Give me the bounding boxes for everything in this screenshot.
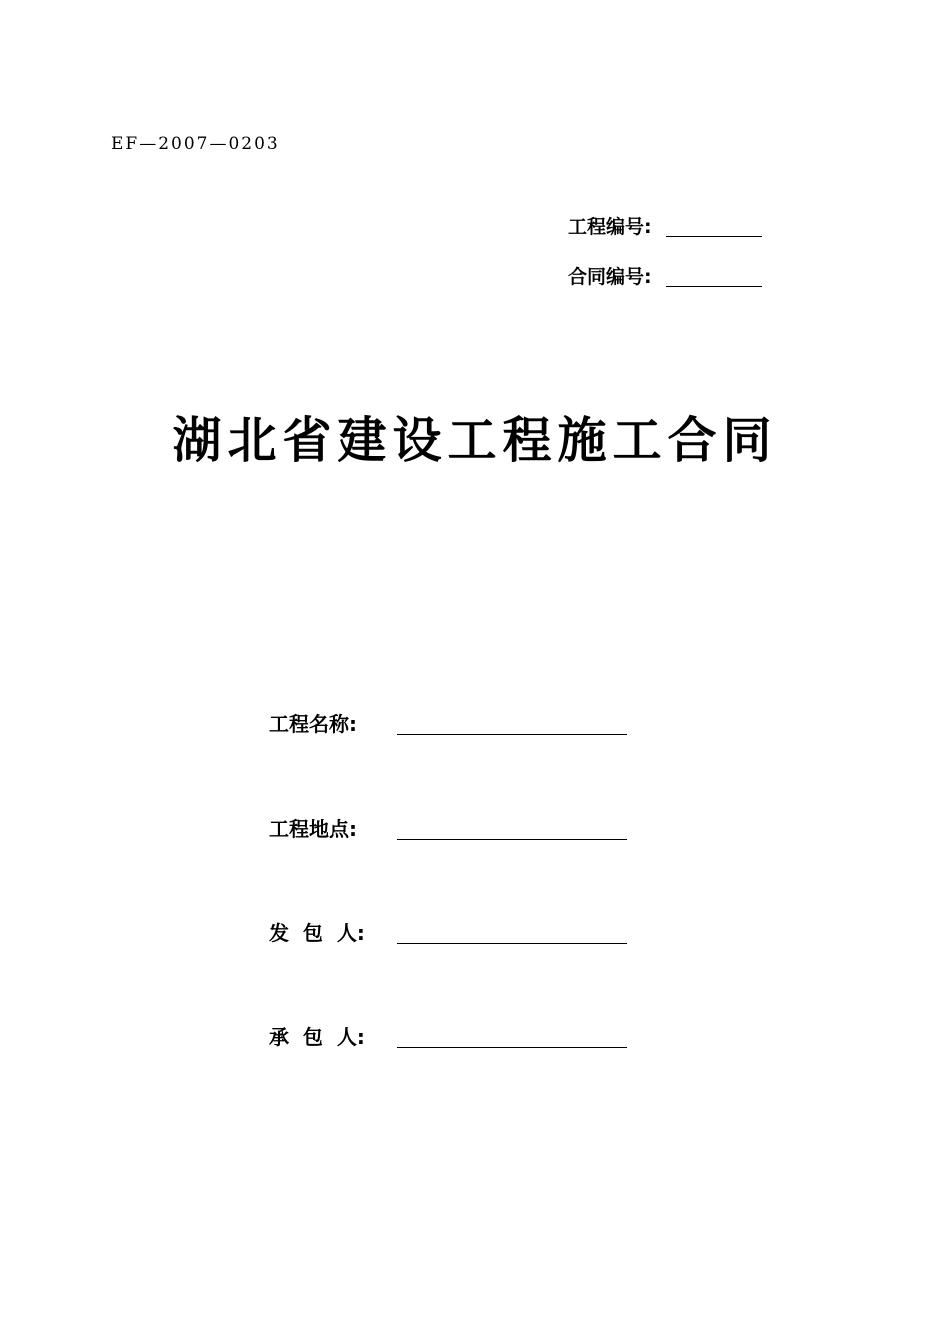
employer-label: 发 包 人:	[269, 921, 365, 945]
project-name-label: 工程名称:	[269, 712, 357, 736]
contractor-label: 承 包 人:	[269, 1025, 365, 1049]
project-name-row	[269, 709, 627, 739]
contractor-blank-line[interactable]	[397, 1046, 627, 1048]
project-location-label: 工程地点:	[269, 817, 357, 841]
project-location-blank-line[interactable]	[397, 838, 627, 840]
project-number-row	[568, 214, 762, 240]
contract-number-blank-line[interactable]	[666, 285, 762, 287]
project-location-row	[269, 814, 627, 844]
document-title: 湖北省建设工程施工合同	[172, 411, 778, 469]
contract-number-row	[568, 264, 762, 290]
contract-number-label: 合同编号:	[568, 266, 652, 288]
contractor-row	[269, 1022, 627, 1052]
employer-blank-line[interactable]	[397, 942, 627, 944]
employer-row	[269, 918, 627, 948]
project-number-blank-line[interactable]	[666, 235, 762, 237]
document-code: EF—2007—0203	[111, 134, 280, 154]
project-number-label: 工程编号:	[568, 216, 652, 238]
project-name-blank-line[interactable]	[397, 733, 627, 735]
